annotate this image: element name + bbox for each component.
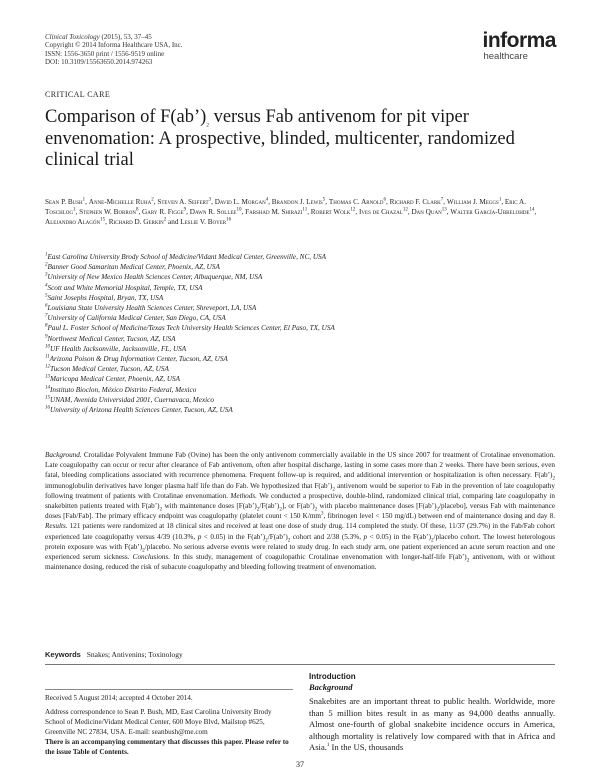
affiliation-text: East Carolina University Brody School of Medicine/Vidant Medical Center, Greenville, NC, USA bbox=[47, 253, 327, 261]
keywords-divider bbox=[45, 664, 555, 665]
author-affiliation-marker: 1 bbox=[73, 207, 76, 213]
abstract-conclusions-label: Conclusions. bbox=[132, 553, 170, 562]
abstract: Background. Crotalidae Polyvalent Immune Fab (Ovine) has been the only antivenom commercially available in the US since 2007 for treatment of Crotalinae envenomation. Late coagulopathy can occur or recur after clearance of Fab antivenom, often after hospital discharge, lasting in some cases more than 2 weeks. There have been serious, even fatal, bleeding complications associated with recurrence phenomena. Frequent follow-up is required, and additional intervention or hospitalization is often necessary. $F(ab’)_2$ immunoglobulin derivatives have longer plasma half life than do Fab. We hypothesized that $F(ab’)_2$ antivenom would be superior to Fab in the prevention of late coagulopathy following treatment of patients with Crotalinae envenomation. Methods. We conducted a prospective, double-blind, randomized clinical trial, comparing late coagulopathy in snakebitten patients treated with $F(ab’)_2$ with maintenance doses $[F(ab’)_2/F(ab’)_2]$, or $F(ab’)_2$ with placebo maintenance doses $[F(ab’)_2/placebo]$, versus Fab with maintenance doses [Fab/Fab]. The primary efficacy endpoint was coagulopathy (platelet count < 150 $K/mm^3$, fibrinogen level < 150 mg/dL) between end of maintenance dosing and day 8. Results. 121 patients were randomized at 18 clinical sites and received at least one dose of study drug. 114 completed the study. Of these, 11/37 (29.7%) in the Fab/Fab cohort experienced late coagulopathy versus 4/39 (10.3%, p < 0.05) in the $F(ab’)_2/F(ab’)_2$ cohort and 2/38 (5.3%, p < 0.05) in the $F(ab’)_2$/placebo cohort. The lowest heterologous protein exposure was with $F(ab’)_2$/placebo. No serious adverse events were related to study drug. In each study arm, one patient experienced an acute serum reaction and one experienced serum sickness. Conclusions. In this study, management of coagulopathic Crotalinae envenomation with longer-half-life $F(ab’)_2$ antivenom, with or without maintenance dosing, reduced the risk of subacute coagulopathy and bleeding following treatment of envenomation. bbox=[45, 451, 556, 572]
journal-meta bbox=[45, 33, 365, 67]
affiliation-text: University of California Medical Center, San Diego, CA, USA bbox=[47, 314, 226, 323]
author-name: Steven A. Seifert bbox=[157, 198, 209, 206]
author-name: Ives de Chazal bbox=[359, 208, 403, 217]
author-name: Anne-Michelle Ruha bbox=[88, 198, 152, 206]
affiliation-text: Banner Good Samaritan Medical Center, Phoenix, AZ, USA bbox=[47, 263, 220, 272]
abstract-methods-label: Methods. bbox=[230, 491, 257, 500]
affiliation-text: Tucson Medical Center, Tucson, AZ, USA bbox=[50, 365, 169, 374]
background-subheading: Background bbox=[309, 682, 353, 692]
author-name: David L. Morgan bbox=[214, 198, 266, 206]
keywords-text: Snakes; Antivenins; Toxinology bbox=[86, 650, 183, 659]
author-name: Stephen W. Borron bbox=[79, 208, 136, 217]
author bbox=[79, 208, 138, 216]
keywords-label: Keywords bbox=[45, 650, 81, 659]
affiliation-number: 5 bbox=[45, 293, 48, 299]
author-affiliation-marker: 10 bbox=[236, 207, 242, 213]
affiliation-text: UNAM, Avenida Universidad 2001, Cuernavaca, Mexico bbox=[50, 395, 214, 404]
author bbox=[142, 208, 186, 216]
article-title: Comparison of $F(ab’)_2$ versus Fab antivenom for pit viper envenomation: A prospective, blinded, multicenter, randomized clinical trial bbox=[45, 107, 515, 170]
issn-line: ISSN: 1556-3650 print / 1556-9519 online bbox=[45, 49, 165, 58]
affiliation-number: 16 bbox=[45, 405, 50, 411]
reference-marker[interactable]: 1 bbox=[326, 743, 330, 749]
author-name: Sean P. Bush bbox=[45, 198, 83, 206]
author-name: Dawn R. Sollee bbox=[189, 208, 237, 217]
author-affiliation-marker: 14 bbox=[529, 207, 535, 213]
received-dates: Received 5 August 2014; accepted 4 October 2014. bbox=[45, 694, 193, 702]
author-name: Thomas C. Arnold bbox=[328, 198, 384, 206]
section-label: CRITICAL CARE bbox=[45, 90, 111, 99]
author bbox=[245, 208, 307, 216]
affiliation-number: 7 bbox=[45, 313, 48, 319]
introduction-text: Snakebites are an important threat to public health. Worldwide, more than 5 million bites result in as many as 94,000 deaths annually. Almost one-fourth of global snakebite incidence occurs in America, although mortality is relatively low compared with that in Africa and Asia.$^1$ In the US, thousands bbox=[309, 696, 555, 752]
author-name: Eric A. Toschlog bbox=[45, 198, 527, 217]
affiliation-list bbox=[45, 252, 555, 415]
author-name: Alejandro Alagón bbox=[45, 218, 101, 227]
affiliation-number: 2 bbox=[45, 262, 48, 268]
affiliation-item bbox=[45, 283, 555, 293]
author-affiliation-marker: 5 bbox=[322, 197, 326, 203]
author bbox=[45, 218, 105, 226]
author bbox=[215, 198, 269, 206]
author bbox=[180, 218, 231, 226]
author-name: Robert Wolk bbox=[310, 208, 351, 217]
journal-citation: Clinical Toxicology (2015), 53, 37–45 bbox=[45, 33, 152, 41]
affiliation-number: 8 bbox=[45, 324, 48, 330]
author-affiliation-marker: 2 bbox=[163, 218, 167, 224]
affiliation-item bbox=[45, 364, 555, 374]
author-affiliation-marker: 15 bbox=[100, 218, 106, 224]
affiliation-number: 3 bbox=[45, 273, 48, 279]
author-name: Leslie V. Boyer bbox=[180, 218, 227, 227]
affiliation-number: 12 bbox=[45, 364, 50, 370]
author bbox=[447, 198, 501, 206]
abstract-background-label: Background. bbox=[45, 451, 82, 459]
copyright-line: Copyright © 2014 Informa Healthcare USA, Inc. bbox=[45, 41, 183, 50]
affiliation-item bbox=[45, 323, 555, 333]
author-name: Dan Quan bbox=[411, 208, 442, 217]
affiliation-text: UF Health Jacksonville, Jacksonville, FL, USA bbox=[50, 344, 187, 353]
author-name: Richard F. Clark bbox=[389, 198, 441, 206]
author-name: Gary R. Figge bbox=[142, 208, 184, 217]
affiliation-item bbox=[45, 354, 555, 364]
affiliation-number: 14 bbox=[45, 385, 50, 391]
author-affiliation-marker: 12 bbox=[402, 207, 408, 213]
affiliation-text: Scott and White Memorial Hospital, Temple, TX, USA bbox=[47, 283, 203, 292]
author bbox=[157, 198, 211, 206]
author-affiliation-marker: 7 bbox=[440, 197, 444, 203]
author bbox=[450, 208, 534, 216]
affiliation-item bbox=[45, 303, 555, 313]
affiliation-number: 9 bbox=[45, 334, 48, 340]
affiliation-number: 11 bbox=[45, 354, 50, 360]
affiliation-number: 13 bbox=[45, 375, 50, 381]
commentary-note: There is an accompanying commentary that discusses this paper. Please refer to the issue Table of Contents. bbox=[45, 738, 289, 757]
affiliation-item bbox=[45, 272, 555, 282]
author bbox=[329, 198, 386, 206]
affiliation-number: 15 bbox=[45, 395, 50, 401]
abstract-results-label: Results. bbox=[45, 522, 68, 531]
affiliation-text: Northwest Medical Center, Tucson, AZ, USA bbox=[47, 334, 176, 343]
publisher-logo-word: informa bbox=[482, 29, 556, 52]
author bbox=[89, 198, 154, 206]
author bbox=[359, 208, 408, 216]
introduction-heading: Introduction bbox=[309, 672, 356, 681]
author-affiliation-marker: 4 bbox=[265, 197, 269, 203]
doi-link[interactable]: DOI: 10.3109/15563650.2014.974263 bbox=[45, 58, 153, 67]
author-affiliation-marker: 9 bbox=[183, 207, 187, 213]
author-affiliation-marker: 12 bbox=[350, 207, 356, 213]
affiliation-item bbox=[45, 395, 555, 405]
affiliation-number: 6 bbox=[45, 303, 48, 309]
affiliation-item bbox=[45, 405, 555, 415]
affiliation-text: Paul L. Foster School of Medicine/Texas Tech University Health Sciences Center, El Paso, TX, USA bbox=[47, 324, 335, 333]
affiliation-item bbox=[45, 293, 555, 303]
author-affiliation-marker: 8 bbox=[135, 207, 139, 213]
affiliation-item bbox=[45, 344, 555, 354]
affiliation-text: Louisiana State University Health Sciences Center, Shreveport, LA, USA bbox=[47, 304, 257, 313]
author-affiliation-marker: 6 bbox=[383, 197, 387, 203]
publisher-logo bbox=[482, 30, 556, 62]
author-name: Farshad M. Shirazi bbox=[245, 208, 303, 217]
author-name: Brandon J. Lewis bbox=[271, 198, 323, 206]
author bbox=[411, 208, 446, 216]
author bbox=[109, 218, 167, 226]
keywords bbox=[45, 650, 555, 659]
affiliation-number: 4 bbox=[45, 283, 48, 289]
author-name: William J. Meggs bbox=[446, 198, 499, 206]
page-number: 37 bbox=[296, 760, 304, 769]
affiliation-item bbox=[45, 385, 555, 395]
author-name: Richard D. Gerkin bbox=[108, 218, 164, 227]
affiliation-item bbox=[45, 313, 555, 323]
author bbox=[390, 198, 444, 206]
affiliation-text: Saint Josephs Hospital, Bryan, TX, USA bbox=[47, 293, 164, 302]
author-affiliation-marker: 1 bbox=[82, 197, 86, 203]
author-affiliation-marker: 2 bbox=[151, 197, 154, 203]
affiliation-item bbox=[45, 252, 555, 262]
affiliation-text: University of Arizona Health Sciences Center, Tucson, AZ, USA bbox=[50, 406, 233, 415]
author-affiliation-marker: 11 bbox=[302, 207, 308, 213]
author-name: Walter García-Ubbelohde bbox=[450, 208, 530, 217]
affiliation-item bbox=[45, 334, 555, 344]
author-affiliation-marker: 13 bbox=[441, 207, 447, 213]
affiliation-number: 1 bbox=[45, 252, 48, 258]
introduction-section bbox=[309, 671, 555, 754]
author-affiliation-marker: 1 bbox=[498, 197, 502, 203]
affiliation-text: University of New Mexico Health Sciences Center, Albuquerque, NM, USA bbox=[47, 273, 263, 282]
correspondence-address: Address correspondence to Sean P. Bush, MD, East Carolina University Brody School of Medicine/Vidant Medical Center, 600 Moye Blvd, Mailstop #625, Greenville NC 27834, USA. E-mail: seanbush@me.com bbox=[45, 708, 272, 737]
affiliation-item bbox=[45, 374, 555, 384]
affiliation-text: Arizona Poison & Drug Information Center, Tucson, AZ, USA bbox=[49, 355, 228, 364]
footnote-block bbox=[45, 689, 293, 758]
publisher-logo-sub: healthcare bbox=[483, 51, 528, 62]
author bbox=[272, 198, 325, 206]
author bbox=[190, 208, 242, 216]
author-list: Sean P. Bush$^1$, Anne-Michelle Ruha$^2$, Steven A. Seifert$^3$, David L. Morgan$^4$, Brandon J. Lewis$^5$, Thomas C. Arnold$^6$, Richard F. Clark$^7$, William J. Meggs$^1$, Eric A. Toschlog$^1$, Stephen W. Borron$^8$, Gary R. Figge$^9$, Dawn R. Sollee$^{10}$, Farshad M. Shirazi$^{11}$, Robert Wolk$^{12}$, Ives de Chazal$^{12}$, Dan Quan$^{13}$, Walter García-Ubbelohde$^{14}$, Alejandro Alagón$^{15}$, Richard D. Gerkin$^2$ and Leslie V. Boyer$^{16}$ bbox=[45, 197, 537, 227]
affiliation-text: Instituto Bioclon, México Distrito Federal, Mexico bbox=[50, 385, 197, 394]
affiliation-number: 10 bbox=[45, 344, 50, 350]
author bbox=[311, 208, 356, 216]
affiliation-item bbox=[45, 262, 555, 272]
footnote-divider bbox=[45, 689, 293, 690]
affiliation-text: Maricopa Medical Center, Phoenix, AZ, USA bbox=[50, 375, 181, 384]
author-affiliation-marker: 3 bbox=[208, 197, 212, 203]
author bbox=[45, 198, 85, 206]
author-affiliation-marker: 16 bbox=[226, 218, 232, 224]
